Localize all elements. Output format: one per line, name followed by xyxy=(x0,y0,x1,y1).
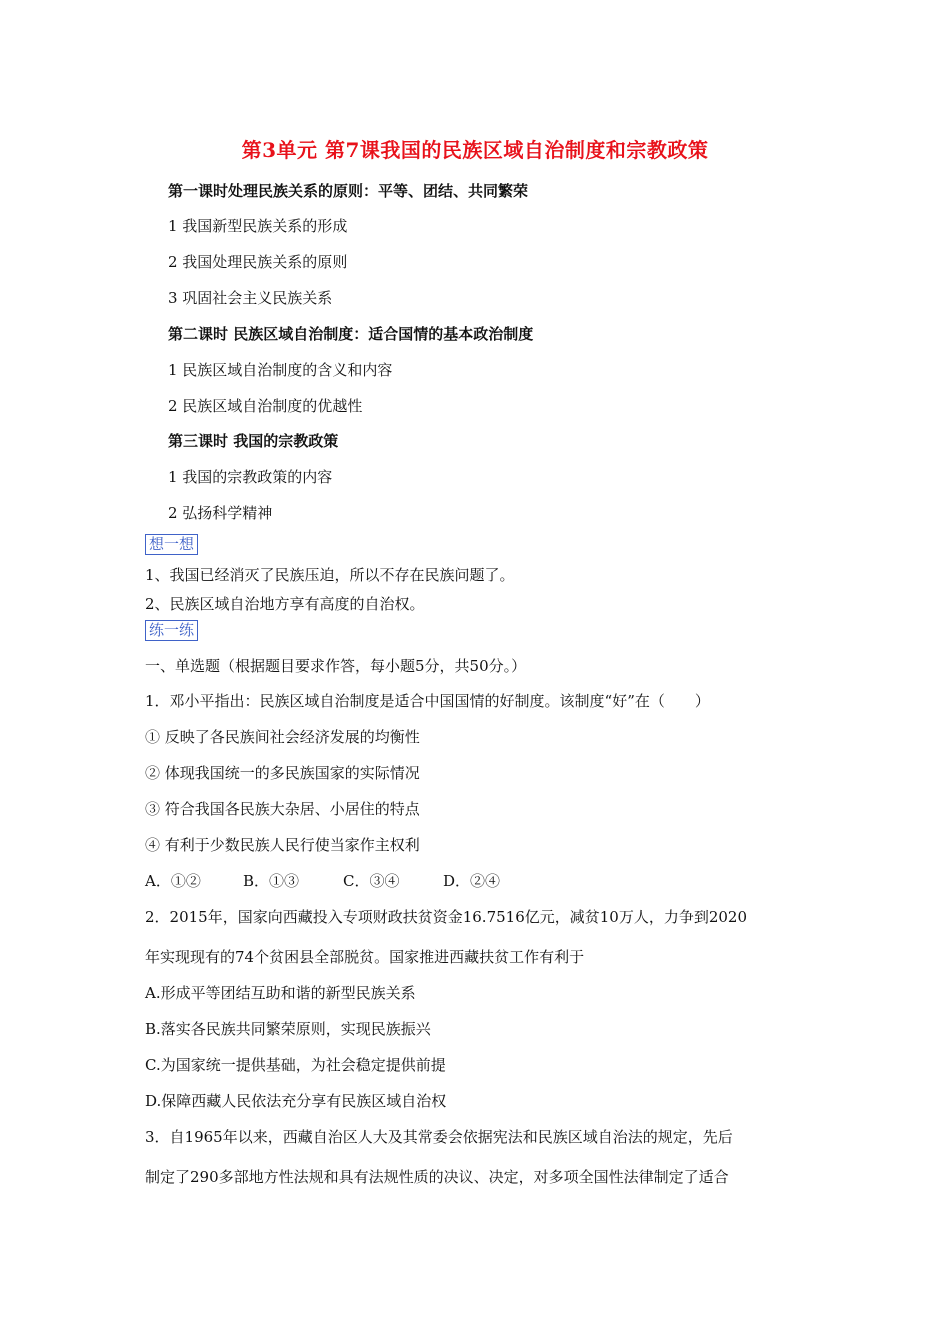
question-2-option: C.为国家统一提供基础，为社会稳定提供前提 xyxy=(145,1056,446,1074)
question-2-stem-cont: 年实现现有的74个贫困县全部脱贫。国家推进西藏扶贫工作有利于 xyxy=(145,948,585,966)
option-b: B．①③ xyxy=(243,872,300,890)
lesson1-item: 3 巩固社会主义民族关系 xyxy=(168,289,333,307)
lesson3-item: 2 弘扬科学精神 xyxy=(168,504,273,522)
option-c: C．③④ xyxy=(343,872,400,890)
lesson1-item: 2 我国处理民族关系的原则 xyxy=(168,253,348,271)
question-1-statement: ③ 符合我国各民族大杂居、小居住的特点 xyxy=(145,800,420,818)
question-1-statement: ② 体现我国统一的多民族国家的实际情况 xyxy=(145,764,420,782)
question-3-stem: 3．自1965年以来，西藏自治区人大及其常委会依据宪法和民族区域自治法的规定，先后 xyxy=(145,1128,733,1146)
question-2-option: D.保障西藏人民依法充分享有民族区域自治权 xyxy=(145,1092,447,1110)
lesson2-item: 1 民族区域自治制度的含义和内容 xyxy=(168,361,393,379)
question-1-statement: ④ 有利于少数民族人民行使当家作主权利 xyxy=(145,836,420,854)
lesson1-heading: 第一课时处理民族关系的原则：平等、团结、共同繁荣 xyxy=(168,182,529,200)
lesson1-item: 1 我国新型民族关系的形成 xyxy=(168,217,348,235)
think-label: 想一想 xyxy=(145,534,198,555)
question-2-option: B.落实各民族共同繁荣原则，实现民族振兴 xyxy=(145,1020,431,1038)
section-heading: 一、单选题（根据题目要求作答，每小题5分，共50分。） xyxy=(145,657,527,675)
practice-label: 练一练 xyxy=(145,620,198,641)
question-3-stem-cont: 制定了290多部地方性法规和具有法规性质的决议、决定，对多项全国性法律制定了适合 xyxy=(145,1168,729,1186)
lesson3-heading: 第三课时 我国的宗教政策 xyxy=(168,432,339,450)
question-2-option: A.形成平等团结互助和谐的新型民族关系 xyxy=(145,984,416,1002)
option-d: D．②④ xyxy=(443,872,501,890)
page-title: 第3单元 第7课我国的民族区域自治制度和宗教政策 xyxy=(241,138,709,162)
think-item: 1、我国已经消灭了民族压迫，所以不存在民族问题了。 xyxy=(145,566,515,584)
lesson3-item: 1 我国的宗教政策的内容 xyxy=(168,468,333,486)
lesson2-heading: 第二课时 民族区域自治制度：适合国情的基本政治制度 xyxy=(168,325,534,343)
question-1-stem: 1．邓小平指出：民族区域自治制度是适合中国国情的好制度。该制度“好”在（ ） xyxy=(145,692,710,710)
option-a: A．①② xyxy=(145,872,201,890)
question-1-statement: ① 反映了各民族间社会经济发展的均衡性 xyxy=(145,728,420,746)
think-item: 2、民族区域自治地方享有高度的自治权。 xyxy=(145,595,425,613)
lesson2-item: 2 民族区域自治制度的优越性 xyxy=(168,397,363,415)
question-1-options xyxy=(145,870,500,891)
question-2-stem: 2．2015年，国家向西藏投入专项财政扶贫资金16.7516亿元，减贫10万人，力争到2020 xyxy=(145,908,748,926)
